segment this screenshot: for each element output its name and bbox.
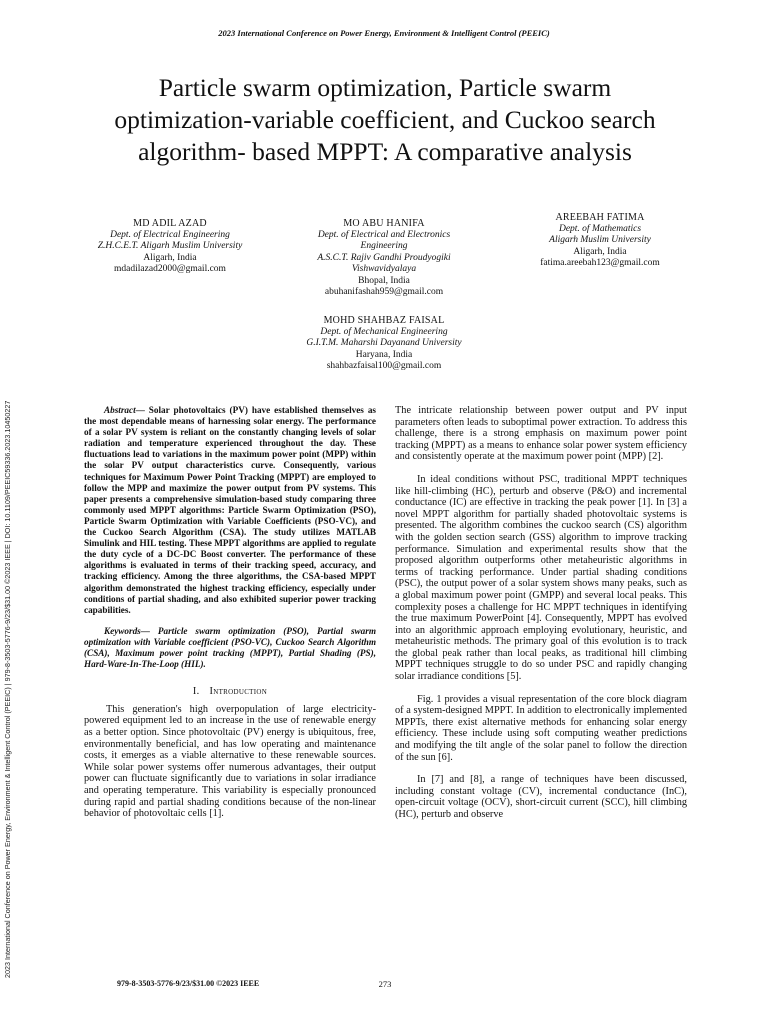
author-location: Haryana, India <box>355 349 413 360</box>
right-column <box>395 405 687 821</box>
author-location: Bhopal, India <box>358 275 410 286</box>
author-university: G.I.T.M. Maharshi Dayanand University <box>306 338 462 348</box>
author-name: MO ABU HANIFA <box>343 218 425 229</box>
author-name: MOHD SHAHBAZ FAISAL <box>323 315 445 326</box>
author-location: Aligarh, India <box>143 252 197 263</box>
author-university: A.S.C.T. Rajiv Gandhi Proudyogiki Vishwavidyalaya <box>317 252 451 274</box>
abstract-label: Abstract <box>104 405 136 415</box>
author-dept: Dept. of Electrical Engineering <box>110 229 230 240</box>
body-paragraph: In [7] and [8], a range of techniques have been discussed, including constant voltage (CV), incremental conductance (InC), open-circuit voltage (OCV), short-circuit current (SCC), hill climbing (HC), perturb and observe <box>395 774 687 820</box>
author-email[interactable]: fatima.areebah123@gmail.com <box>540 258 660 268</box>
abstract <box>84 405 376 616</box>
keywords-text: Particle swarm optimization (PSO), Partial swarm optimization with Variable coefficient (PSO-VC), Cuckoo Search Algorithm (CSA), Maximum power point tracking (MPPT), Partial Shading (PS), Hard-Ware-In-The-Loop (HIL). <box>84 625 376 670</box>
author-name: MD ADIL AZAD <box>133 218 207 229</box>
keywords-label: Keywords— <box>104 625 150 636</box>
author-block-4 <box>300 315 468 373</box>
body-paragraph: In ideal conditions without PSC, traditional MPPT techniques like hill-climbing (HC), perturb and observe (P&O) and incremental conductance (IC) are effective in tracking the peak power [1]. In [3] a novel MPPT algorithm for partially shaded photovoltaic systems is presented. The algorithm combines the cuckoo search (CS) algorithm with the golden section search (GSS) algorithm to improve tracking performance. Simulation and experimental results show that the proposed algorithm outperforms other metaheuristic algorithms in terms of tracking performance. Under partial shading conditions (PSC), the output power of a solar system shows many peaks, such as a global maximum power point (GMPP) and several local peaks. This complexity poses a challenge for HC MPPT techniques in identifying the true maximum PowerPoint [4]. Consequently, MPPT has evolved into an algorithmic approach employing evolutionary, heuristic, and metaheuristic methods. The primary goal of this evolution is to track the global peak rather than local peaks, as traditional hill climbing MPPT techniques struggle to do so under PSC and rapidly changing solar irradiance conditions [5]. <box>395 473 687 683</box>
footer-copyright: 979-8-3503-5776-9/23/$31.00 ©2023 IEEE <box>117 979 260 988</box>
keywords <box>84 626 376 670</box>
author-email[interactable]: shahbazfaisal100@gmail.com <box>326 361 442 371</box>
section-title: Introduction <box>209 686 268 698</box>
author-name: AREEBAH FATIMA <box>555 212 645 223</box>
author-dept: Dept. of Mechanical Engineering <box>320 326 448 337</box>
abstract-text: Solar photovoltaics (PV) have established themselves as the most dependable means of harnessing solar energy. The performance of a solar PV system is reliant on the constantly changing levels of solar radiation and temperature experienced throughout the day. These fluctuations lead to variations in the maximum power point (MPP) within the solar PV output characteristics curve. Consequently, various techniques for Maximum Power Point Tracking (MPPT) are employed to follow the MPP and maximize the power output from PV systems. This paper presents a comprehensive simulation-based study comparing three commonly used MPPT algorithms: Particle Swarm Optimization (PSO), Particle Swarm Optimization with Variable Coefficients (PSO-VC), and the Cuckoo Search Algorithm (CSA). The study utilizes MATLAB Simulink and HIL testing. These MPPT algorithms are applied to regulate the duty cycle of a DC-DC Boost converter. The performance of these algorithms is evaluated in terms of their tracking speed, accuracy, and tracking efficiency. Among the three algorithms, the CSA-based MPPT algorithm demonstrated the highest tracking efficiency, especially under conditions of partial shading, and also exhibited superior power tracking capabilities. <box>84 405 376 615</box>
author-university: Aligarh Muslim University <box>549 235 651 245</box>
author-location: Aligarh, India <box>573 246 627 257</box>
body-paragraph: The intricate relationship between power output and PV input parameters often leads to suboptimal power extraction. To address this challenge, there is a strong emphasis on maximum power point tracking (MPPT) as a means to enhance solar power system efficiency and consistently operate at the maximum power point (MPP) [2]. <box>395 405 687 463</box>
author-university: Z.H.C.E.T. Aligarh Muslim University <box>97 241 243 251</box>
body-paragraph: Fig. 1 provides a visual representation of the core block diagram of a system-designed MPPT. In addition to electronically implemented MPPTs, there exist alternative methods for enhancing solar energy efficiency. These include using soft computing weather predictions and modifying the tilt angle of the solar panel to follow the direction of the sun [6]. <box>395 693 687 763</box>
intro-paragraph: This generation's high overpopulation of large electricity-powered equipment led to an increase in the use of renewable energy as a better option. Since photovoltaic (PV) energy is ubiquitous, free, environmentally beneficial, and has low operating and maintenance costs, it emerges as a viable alternative to these renewable sources. While solar power systems offer numerous advantages, their output power can fluctuate significantly due to variations in solar irradiance and operating temperature. This variability is especially pronounced during rapid and partial shading conditions because of the non-linear behavior of photovoltaic cells [1]. <box>84 703 376 820</box>
author-block-2 <box>300 218 468 299</box>
side-doi-strip: 2023 International Conference on Power Energy, Environment & Intelligent Control (PEEIC) | 979-8-3503-5776-9/23/$31.00 ©2023 IEEE | DOI: 10.1109/PEEIC59336.2023.10450227 <box>3 400 12 978</box>
section-heading-introduction <box>84 686 376 698</box>
author-email[interactable]: mdadilazad2000@gmail.com <box>114 264 226 274</box>
abstract-dash: — <box>135 405 145 415</box>
page-number: 273 <box>378 979 392 989</box>
author-dept: Dept. of Electrical and Electronics Engineering <box>317 229 451 251</box>
author-block-1 <box>80 218 260 276</box>
left-column <box>84 405 376 820</box>
paper-title: Particle swarm optimization, Particle swarm optimization-variable coefficient, and Cuckoo search algorithm- based MPPT: A comparative analysis <box>114 73 656 166</box>
author-block-3 <box>508 212 692 270</box>
conference-header: 2023 International Conference on Power Energy, Environment & Intelligent Control (PEEIC) <box>218 28 550 38</box>
section-number: I. <box>192 686 200 698</box>
author-email[interactable]: abuhanifashah959@gmail.com <box>324 287 444 297</box>
author-dept: Dept. of Mathematics <box>558 223 642 234</box>
